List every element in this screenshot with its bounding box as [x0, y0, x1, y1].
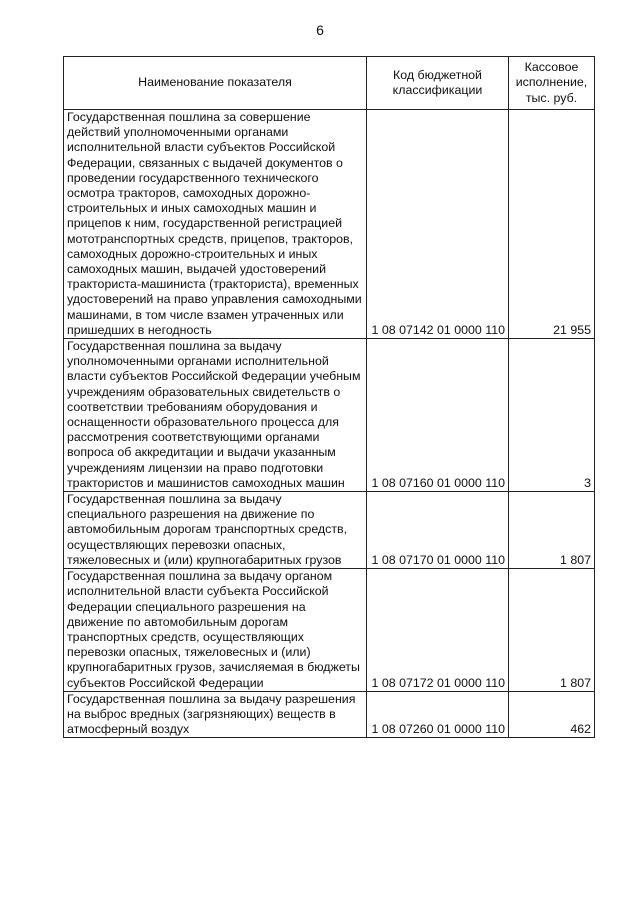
- budget-code: 1 08 07170 01 0000 110: [367, 492, 509, 569]
- table-row: [64, 110, 595, 339]
- indicator-name: Государственная пошлина за выдачу разрешения на выброс вредных (загрязняющих) веществ в атмосферный воздух: [64, 691, 367, 738]
- cash-amount: 462: [509, 691, 595, 738]
- cash-amount: 1 807: [509, 492, 595, 569]
- budget-code: 1 08 07160 01 0000 110: [367, 339, 509, 492]
- header-cash-execution: Кассовое исполнение, тыс. руб.: [509, 57, 595, 110]
- header-indicator-name: Наименование показателя: [64, 57, 367, 110]
- table-row: [64, 492, 595, 569]
- cash-amount: 1 807: [509, 569, 595, 692]
- table-header-row: [64, 57, 595, 110]
- budget-code: 1 08 07172 01 0000 110: [367, 569, 509, 692]
- header-budget-code: Код бюджетной классификации: [367, 57, 509, 110]
- budget-code: 1 08 07260 01 0000 110: [367, 691, 509, 738]
- page-number: 6: [316, 22, 324, 38]
- table-row: [64, 691, 595, 738]
- table-row: [64, 339, 595, 492]
- budget-code: 1 08 07142 01 0000 110: [367, 110, 509, 339]
- cash-amount: 3: [509, 339, 595, 492]
- budget-table: [63, 56, 595, 738]
- indicator-name: Государственная пошлина за совершение действий уполномоченными органами исполнительной власти субъектов Российской Федерации, связанных с выдачей документов о проведении государственного технического осмотра тракторов, самоходных дорожно-строительных и иных самоходных машин и прицепов к ним, государственной регистрацией мототранспортных средств, прицепов, тракторов, самоходных дорожно-строительных и иных самоходных машин, выдачей удостоверений тракториста-машиниста (тракториста), временных удостоверений на право управления самоходными машинами, в том числе взамен утраченных или пришедших в негодность: [64, 110, 367, 339]
- cash-amount: 21 955: [509, 110, 595, 339]
- indicator-name: Государственная пошлина за выдачу органом исполнительной власти субъекта Российской Федерации специального разрешения на движение по автомобильным дорогам транспортных средств, осуществляющих перевозки опасных, тяжеловесных и (или) крупногабаритных грузов, зачисляемая в бюджеты субъектов Российской Федерации: [64, 569, 367, 692]
- indicator-name: Государственная пошлина за выдачу специального разрешения на движение по автомобильным дорогам транспортных средств, осуществляющих перевозки опасных, тяжеловесных и (или) крупногабаритных грузов: [64, 492, 367, 569]
- indicator-name: Государственная пошлина за выдачу уполномоченными органами исполнительной власти субъектов Российской Федерации учебным учреждениям образовательных свидетельств о соответствии требованиям оборудования и оснащенности образовательного процесса для рассмотрения соответствующими органами вопроса об аккредитации и выдачи указанным учреждениям лицензии на право подготовки трактористов и машинистов самоходных машин: [64, 339, 367, 492]
- table-row: [64, 569, 595, 692]
